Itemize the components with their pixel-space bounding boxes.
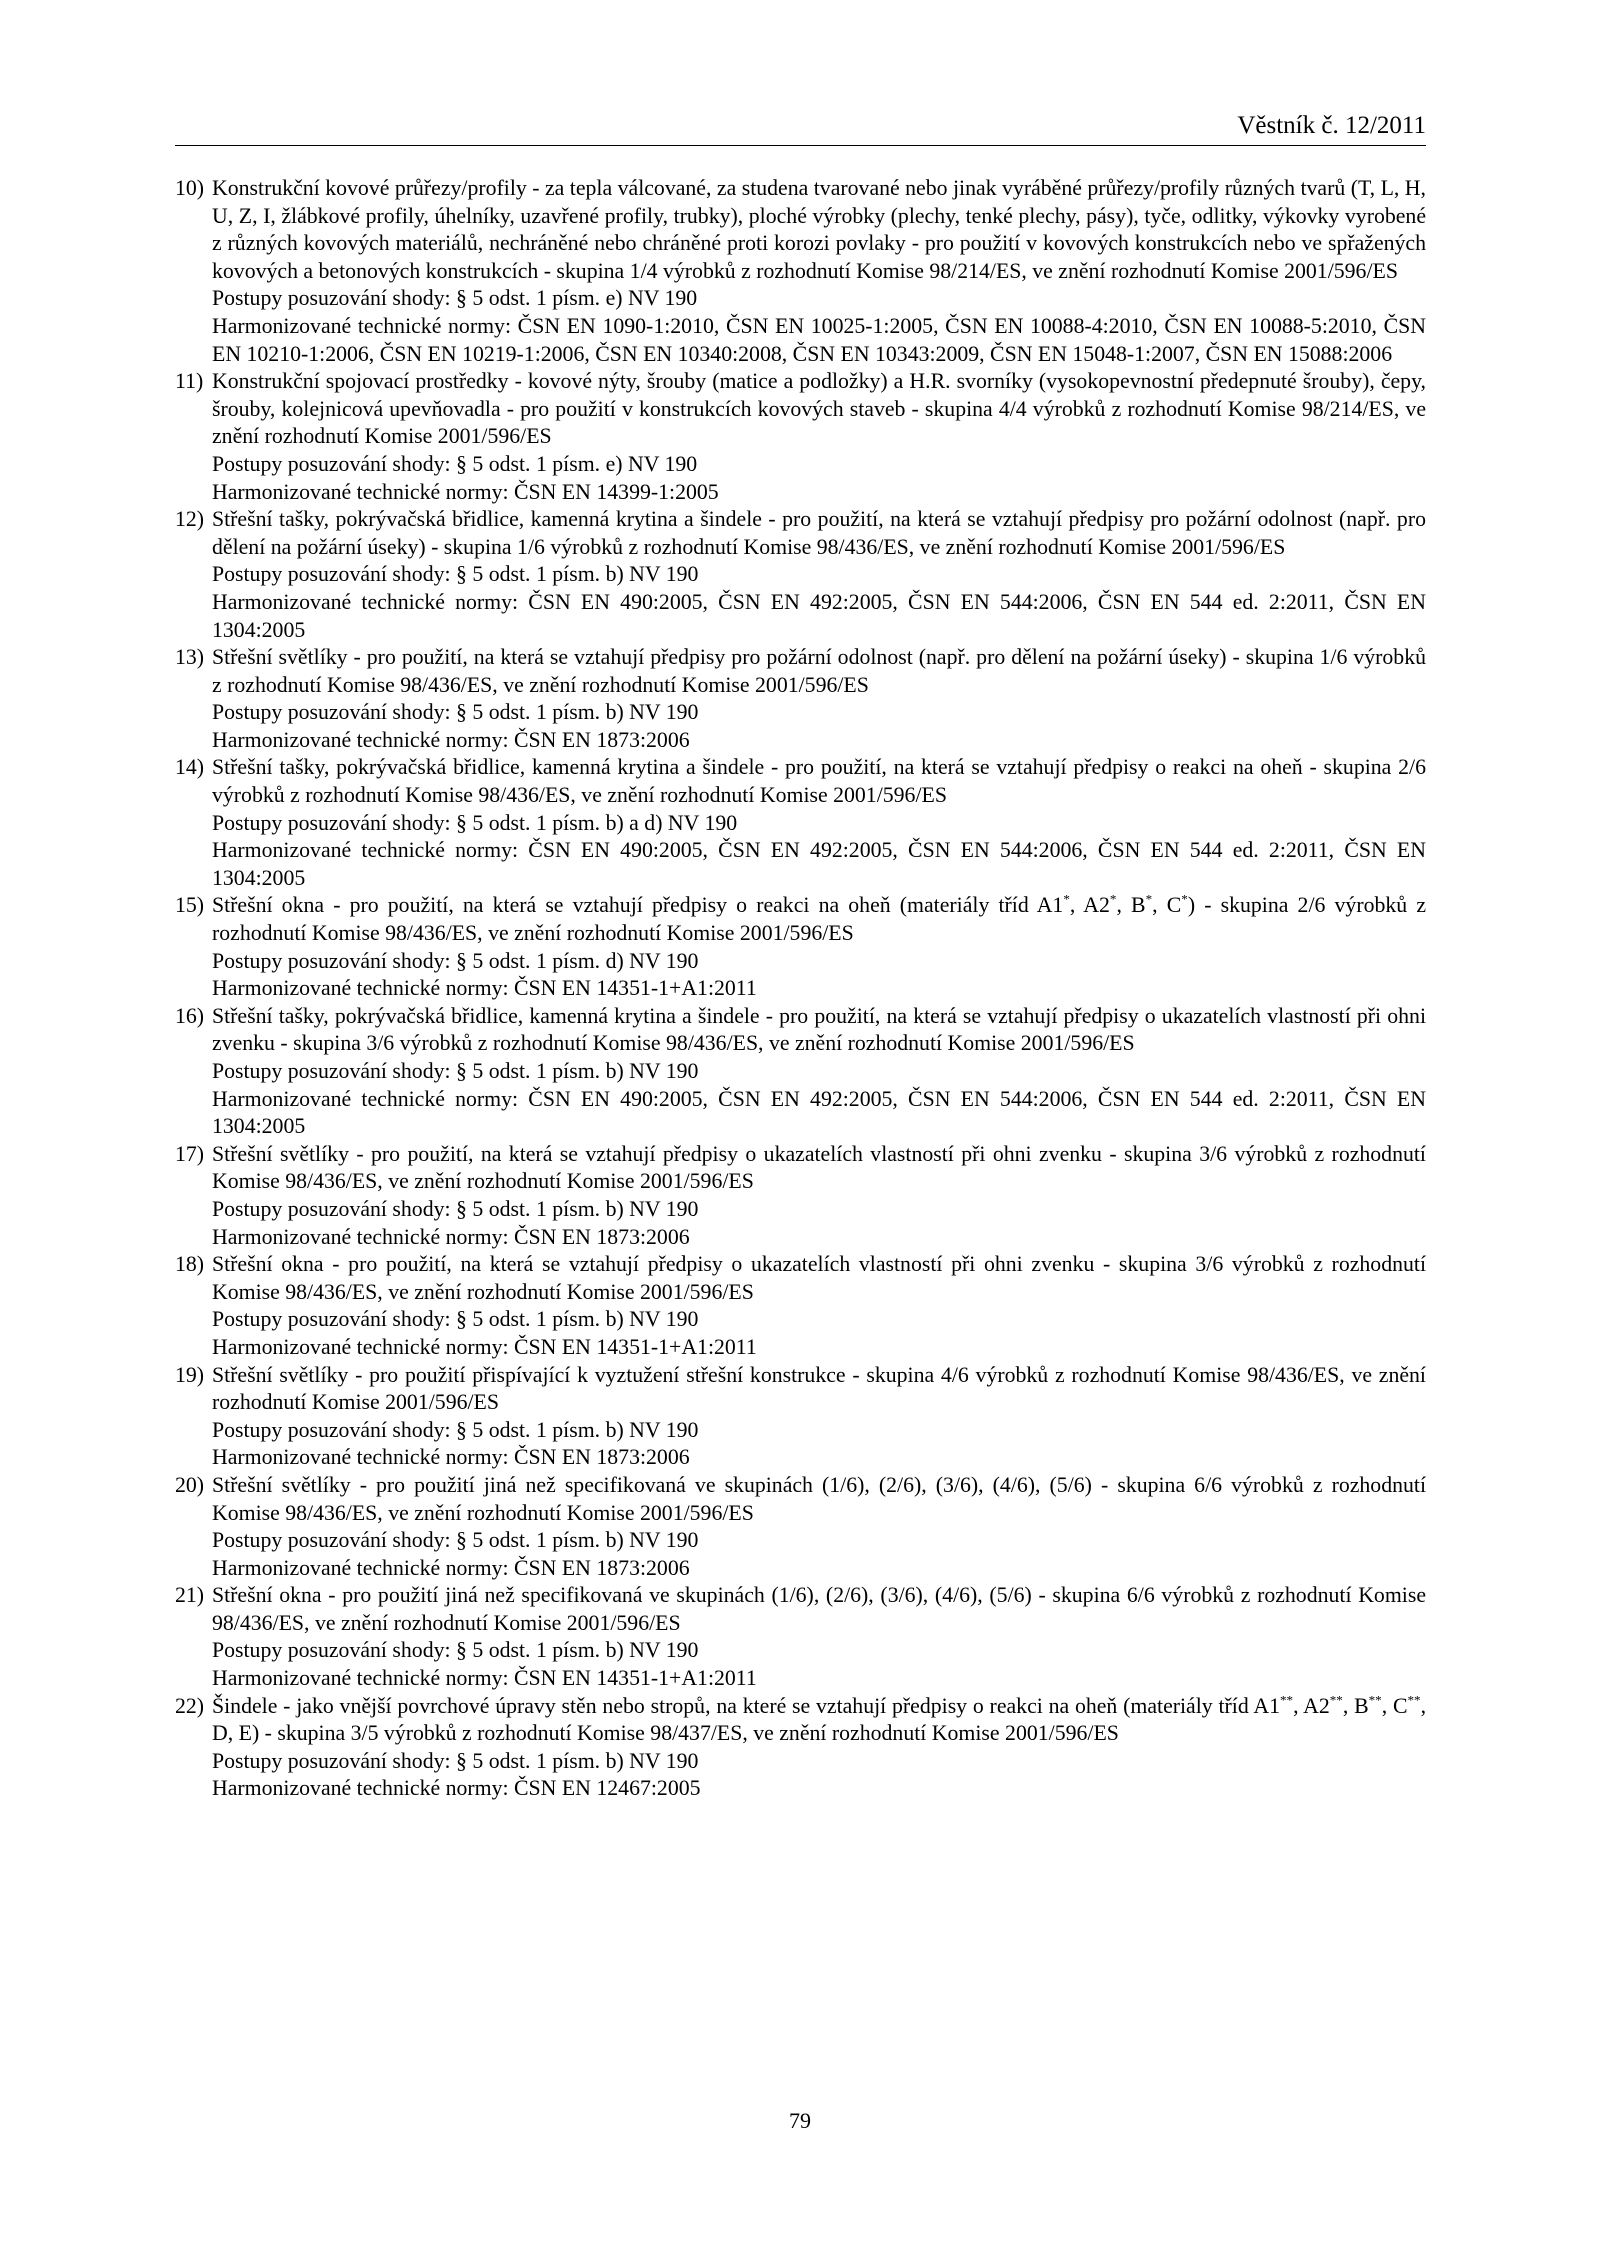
item-description: Střešní světlíky - pro použití, na která se vztahují předpisy pro požární odolnost (např. pro dělení na požární úseky) - skupina 1/6 výrobků z rozhodnutí Komise 98/436/ES, ve znění rozhodnutí Komise 2001/596/ES (212, 645, 1426, 697)
item-conformity-procedure: Postupy posuzování shody: § 5 odst. 1 písm. b) NV 190 (212, 1059, 699, 1083)
item-body (212, 1141, 1426, 1251)
header-title: Věstník č. 12/2011 (1237, 112, 1426, 139)
list-item (175, 754, 1426, 892)
item-description: Šindele - jako vnější povrchové úpravy stěn nebo stropů, na které se vztahují předpisy o reakci na oheň (materiály tříd A1**, A2**, B**, C**, D, E) - skupina 3/5 výrobků z rozhodnutí Komise 98/437/ES, ve znění rozhodnutí Komise 2001/596/ES (212, 1692, 1427, 1746)
item-body (212, 644, 1426, 754)
item-harmonized-standards: Harmonizované technické normy: ČSN EN 490:2005, ČSN EN 492:2005, ČSN EN 544:2006, ČSN EN 544 ed. 2:2011, ČSN EN 1304:2005 (212, 589, 1426, 642)
item-harmonized-standards: Harmonizované technické normy: ČSN EN 14351-1+A1:2011 (212, 976, 757, 1001)
item-conformity-procedure: Postupy posuzování shody: § 5 odst. 1 písm. b) NV 190 (212, 1638, 699, 1663)
item-conformity-procedure: Postupy posuzování shody: § 5 odst. 1 písm. e) NV 190 (212, 451, 698, 476)
item-conformity-procedure: Postupy posuzování shody: § 5 odst. 1 písm. b) NV 190 (212, 1307, 699, 1332)
item-conformity-procedure: Postupy posuzování shody: § 5 odst. 1 písm. b) NV 190 (212, 1748, 699, 1773)
list-item (175, 1003, 1426, 1141)
item-number: 17) (175, 1141, 205, 1166)
item-description: Střešní tašky, pokrývačská břidlice, kamenná krytina a šindele - pro použití, na která se vztahují předpisy o reakci na oheň - skupina 2/6 výrobků z rozhodnutí Komise 98/436/ES, ve znění rozhodnutí Komise 2001/596/ES (212, 755, 1426, 808)
item-body (212, 1003, 1426, 1141)
item-number: 21) (175, 1583, 205, 1608)
item-description: Střešní světlíky - pro použití jiná než specifikovaná ve skupinách (1/6), (2/6), (3/6), (4/6), (5/6) - skupina 6/6 výrobků z rozhodnutí Komise 98/436/ES, ve znění rozhodnutí Komise 2001/596/ES (212, 1472, 1426, 1525)
item-body (212, 506, 1426, 644)
item-conformity-procedure: Postupy posuzování shody: § 5 odst. 1 písm. b) NV 190 (212, 1417, 699, 1442)
item-number: 10) (175, 176, 205, 200)
list-item (175, 1693, 1426, 1803)
item-body (212, 754, 1426, 892)
item-conformity-procedure: Postupy posuzování shody: § 5 odst. 1 písm. d) NV 190 (212, 948, 699, 973)
item-description: Střešní světlíky - pro použití přispívající k vyztužení střešní konstrukce - skupina 4/6 výrobků z rozhodnutí Komise 98/436/ES, ve znění rozhodnutí Komise 2001/596/ES (212, 1362, 1426, 1415)
item-body (212, 1362, 1426, 1472)
item-harmonized-standards: Harmonizované technické normy: ČSN EN 1873:2006 (212, 727, 690, 752)
item-number: 13) (175, 645, 205, 670)
item-conformity-procedure: Postupy posuzování shody: § 5 odst. 1 písm. b) NV 190 (212, 1528, 699, 1553)
item-harmonized-standards: Harmonizované technické normy: ČSN EN 490:2005, ČSN EN 492:2005, ČSN EN 544:2006, ČSN EN 544 ed. 2:2011, ČSN EN 1304:2005 (212, 838, 1426, 890)
item-harmonized-standards: Harmonizované technické normy: ČSN EN 12467:2005 (212, 1776, 701, 1801)
list-item (175, 368, 1426, 506)
list-item (175, 506, 1426, 644)
item-number: 19) (175, 1362, 205, 1387)
item-harmonized-standards: Harmonizované technické normy: ČSN EN 1873:2006 (212, 1224, 690, 1249)
list-item (175, 1472, 1426, 1582)
item-number: 18) (175, 1252, 205, 1277)
list-item (175, 644, 1426, 754)
item-body (212, 1472, 1426, 1582)
item-description: Střešní tašky, pokrývačská břidlice, kamenná krytina a šindele - pro použití, na která se vztahují předpisy o ukazatelích vlastností při ohni zvenku - skupina 3/6 výrobků z rozhodnutí Komise 98/436/ES, ve znění rozhodnutí Komise 2001/596/ES (212, 1003, 1426, 1056)
item-number: 11) (175, 369, 204, 394)
item-harmonized-standards: Harmonizované technické normy: ČSN EN 490:2005, ČSN EN 492:2005, ČSN EN 544:2006, ČSN EN 544 ed. 2:2011, ČSN EN 1304:2005 (212, 1086, 1426, 1139)
item-description: Střešní tašky, pokrývačská břidlice, kamenná krytina a šindele - pro použití, na která se vztahují předpisy pro požární odolnost (např. pro dělení na požární úseky) - skupina 1/6 výrobků z rozhodnutí Komise 98/436/ES, ve znění rozhodnutí Komise 2001/596/ES (212, 507, 1426, 559)
item-harmonized-standards: Harmonizované technické normy: ČSN EN 1090-1:2010, ČSN EN 10025-1:2005, ČSN EN 10088-4:2010, ČSN EN 10088-5:2010, ČSN EN 10210-1:2006, ČSN EN 10219-1:2006, ČSN EN 10340:2008, ČSN EN 10343:2009, ČSN EN 15048-1:2007, ČSN EN 15088:2006 (212, 313, 1426, 366)
item-description: Střešní okna - pro použití, na která se vztahují předpisy o reakci na oheň (materiály tříd A1*, A2*, B*, C*) - skupina 2/6 výrobků z rozhodnutí Komise 98/436/ES, ve znění rozhodnutí Komise 2001/596/ES (212, 892, 1426, 946)
item-number: 14) (175, 755, 205, 780)
document-body (175, 175, 1426, 1803)
item-body (212, 1693, 1426, 1803)
item-harmonized-standards: Harmonizované technické normy: ČSN EN 14351-1+A1:2011 (212, 1334, 757, 1359)
item-description: Konstrukční spojovací prostředky - kovové nýty, šrouby (matice a podložky) a H.R. svorníky (vysokopevnostní předepnuté šrouby), čepy, šrouby, kolejnicová upevňovadla - pro použití v konstrukcích kovových staveb - skupina 4/4 výrobků z rozhodnutí Komise 98/214/ES, ve znění rozhodnutí Komise 2001/596/ES (212, 369, 1426, 449)
list-item (175, 175, 1426, 368)
item-number: 12) (175, 507, 205, 532)
item-harmonized-standards: Harmonizované technické normy: ČSN EN 14351-1+A1:2011 (212, 1666, 757, 1691)
item-body (212, 368, 1426, 506)
item-number: 22) (175, 1693, 205, 1718)
item-body (212, 1582, 1426, 1692)
item-conformity-procedure: Postupy posuzování shody: § 5 odst. 1 písm. b) NV 190 (212, 700, 699, 725)
list-item (175, 1582, 1426, 1692)
item-harmonized-standards: Harmonizované technické normy: ČSN EN 1873:2006 (212, 1555, 690, 1580)
item-description: Střešní okna - pro použití, na která se vztahují předpisy o ukazatelích vlastností při ohni zvenku - skupina 3/6 výrobků z rozhodnutí Komise 98/436/ES, ve znění rozhodnutí Komise 2001/596/ES (212, 1252, 1426, 1304)
item-description: Střešní světlíky - pro použití, na která se vztahují předpisy o ukazatelích vlastností při ohni zvenku - skupina 3/6 výrobků z rozhodnutí Komise 98/436/ES, ve znění rozhodnutí Komise 2001/596/ES (212, 1141, 1426, 1194)
list-item (175, 1251, 1426, 1361)
item-conformity-procedure: Postupy posuzování shody: § 5 odst. 1 písm. e) NV 190 (212, 286, 698, 311)
item-body (212, 892, 1426, 1002)
item-harmonized-standards: Harmonizované technické normy: ČSN EN 14399-1:2005 (212, 479, 719, 504)
header-rule (175, 145, 1426, 146)
item-number: 15) (175, 893, 205, 918)
item-body (212, 1251, 1426, 1361)
page-number: 79 (789, 2108, 811, 2133)
item-body (212, 175, 1426, 368)
list-item (175, 1141, 1426, 1251)
item-number: 16) (175, 1003, 205, 1028)
item-conformity-procedure: Postupy posuzování shody: § 5 odst. 1 písm. b) a d) NV 190 (212, 810, 738, 835)
list-item (175, 892, 1426, 1002)
item-number: 20) (175, 1472, 205, 1497)
item-description: Střešní okna - pro použití jiná než specifikovaná ve skupinách (1/6), (2/6), (3/6), (4/6), (5/6) - skupina 6/6 výrobků z rozhodnutí Komise 98/436/ES, ve znění rozhodnutí Komise 2001/596/ES (212, 1583, 1426, 1635)
item-conformity-procedure: Postupy posuzování shody: § 5 odst. 1 písm. b) NV 190 (212, 1196, 699, 1221)
list-item (175, 1362, 1426, 1472)
item-description: Konstrukční kovové průřezy/profily - za tepla válcované, za studena tvarované nebo jinak vyráběné průřezy/profily různých tvarů (T, L, H, U, Z, I, žlábkové profily, úhelníky, uzavřené profily, trubky), ploché výrobky (plechy, tenké plechy, pásy), tyče, odlitky, výkovky vyrobené z různých kovových materiálů, nechráněné nebo chráněné proti korozi povlaky - pro použití v kovových konstrukcích nebo ve spřažených kovových a betonových konstrukcích - skupina 1/4 výrobků z rozhodnutí Komise 98/214/ES, ve znění rozhodnutí Komise 2001/596/ES (212, 176, 1426, 283)
item-harmonized-standards: Harmonizované technické normy: ČSN EN 1873:2006 (212, 1445, 690, 1470)
item-conformity-procedure: Postupy posuzování shody: § 5 odst. 1 písm. b) NV 190 (212, 562, 699, 587)
